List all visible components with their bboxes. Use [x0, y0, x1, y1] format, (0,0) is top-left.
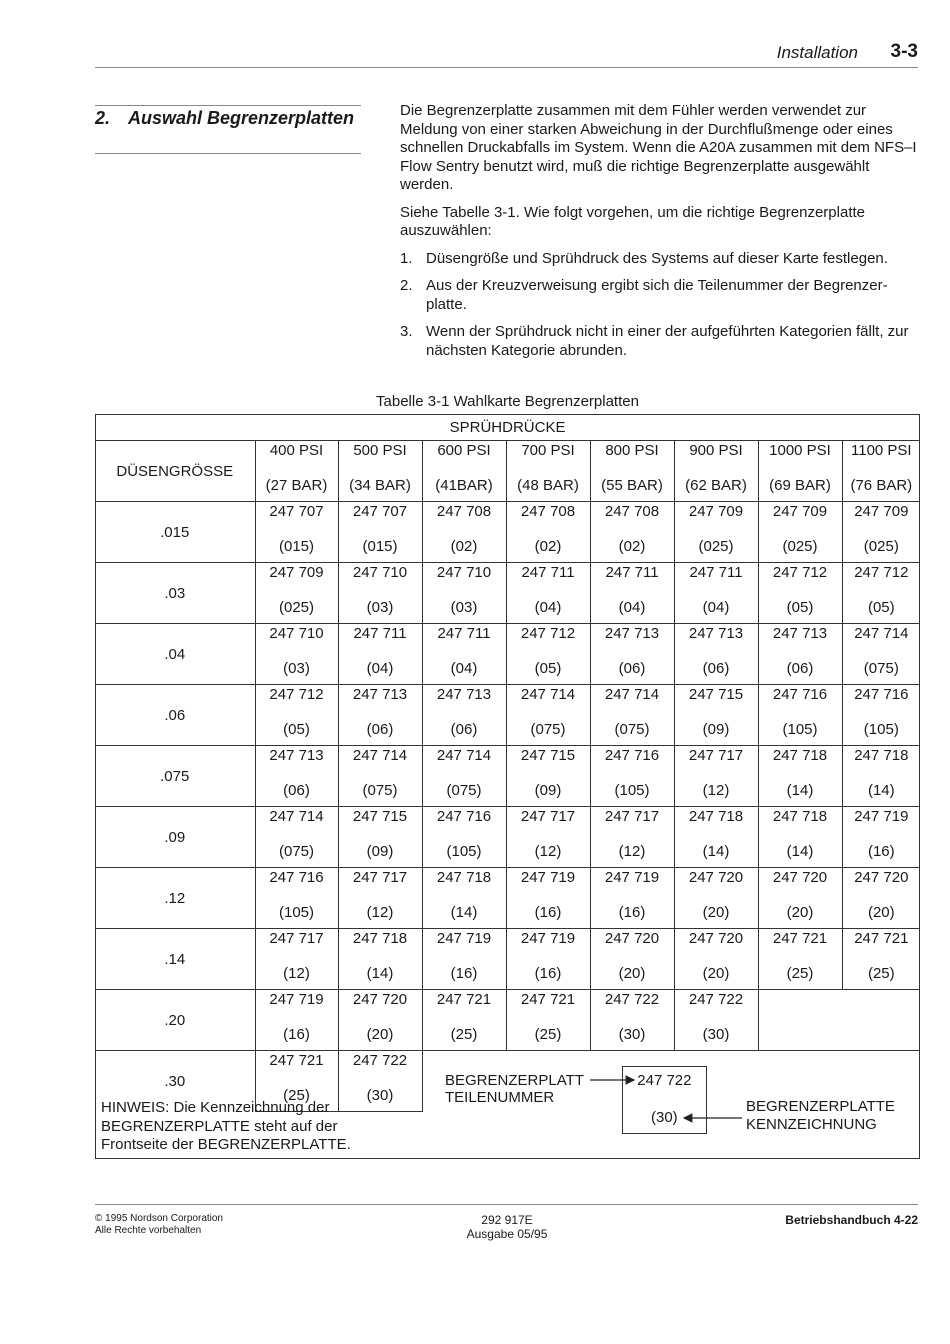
plate-cell: [506, 868, 590, 929]
plate-marking: (075): [530, 721, 566, 738]
nozzle-size-cell: .03: [95, 563, 255, 624]
selection-table: [95, 414, 920, 1112]
plate-part-number: 247 717: [352, 869, 408, 886]
plate-cell: [506, 502, 590, 563]
plate-part-number: 247 711: [437, 625, 491, 642]
plate-cell: [422, 807, 506, 868]
plate-cell: [842, 929, 920, 990]
plate-marking: (20): [702, 904, 730, 921]
legend-part-label-1: BEGRENZERPLATT: [445, 1072, 584, 1089]
plate-cell: [255, 990, 338, 1051]
plate-marking: (16): [618, 904, 646, 921]
plate-marking: (04): [534, 599, 562, 616]
table-note: HINWEIS: Die Kennzeichnung der BEGRENZERPLATTE steht auf der Frontseite der BEGRENZERPLATTE.: [101, 1099, 351, 1153]
table-row: [95, 807, 920, 868]
plate-marking: (12): [702, 782, 730, 799]
plate-cell: [842, 685, 920, 746]
plate-cell: [255, 868, 338, 929]
plate-cell: [674, 624, 758, 685]
plate-part-number: 247 720: [772, 869, 828, 886]
section-title: Auswahl Begrenzerplatten: [128, 108, 355, 128]
plate-marking: (30): [366, 1087, 394, 1104]
plate-part-number: 247 709: [269, 564, 324, 581]
column-psi: 900 PSI: [689, 442, 743, 459]
column-bar: (34 BAR): [349, 477, 411, 494]
plate-part-number: 247 707: [352, 503, 408, 520]
plate-cell: [422, 685, 506, 746]
plate-cell: [506, 746, 590, 807]
plate-cell: [255, 685, 338, 746]
plate-marking: (16): [534, 904, 562, 921]
plate-marking: (075): [863, 660, 899, 677]
column-bar: (48 BAR): [517, 477, 579, 494]
column-bar: (41BAR): [435, 477, 493, 494]
plate-part-number: 247 709: [688, 503, 744, 520]
plate-part-number: 247 719: [604, 869, 660, 886]
plate-cell: [422, 929, 506, 990]
plate-marking: (20): [786, 904, 814, 921]
plate-marking: (25): [534, 1026, 562, 1043]
step-number: 1.: [400, 249, 413, 267]
body-paragraph-1: Die Begrenzerplatte zusammen mit dem Fühler werden verwendet zur Meldung von einer starken Abweichung in der Durchflußmenge oder eines schnellen Druckabfalls im System. Wenn die A20A zusammen mit dem NFS–I Flow Sentry benutzt wird, muß die richtige Begrenzerplatte ausgewählt werden.: [400, 102, 917, 193]
plate-cell: [842, 868, 920, 929]
plate-cell: [674, 807, 758, 868]
body-text: [400, 102, 920, 369]
plate-marking: (105): [782, 721, 818, 738]
header-divider: [95, 67, 918, 68]
section-number: 2.: [95, 108, 111, 128]
column-header: [758, 441, 842, 502]
plate-cell: [422, 868, 506, 929]
nozzle-size-cell: .30: [95, 1051, 255, 1112]
column-bar: (55 BAR): [601, 477, 663, 494]
plate-part-number: 247 713: [604, 625, 660, 642]
step-item: [400, 250, 920, 269]
column-bar: (76 BAR): [850, 477, 913, 494]
plate-cell: [842, 746, 920, 807]
plate-cell: [506, 563, 590, 624]
footer-divider: [95, 1204, 918, 1205]
plate-marking: (075): [362, 782, 398, 799]
plate-marking: (075): [278, 843, 315, 860]
plate-part-number: 247 713: [269, 747, 324, 764]
plate-marking: (14): [867, 782, 895, 799]
footer-edition: Ausgabe 05/95: [466, 1227, 548, 1241]
plate-cell: [422, 746, 506, 807]
plate-cell: [842, 563, 920, 624]
plate-part-number: 247 719: [854, 808, 909, 825]
column-header: [590, 441, 674, 502]
step-text: Wenn der Sprühdruck nicht in einer der aufgeführten Kategorien fällt, zur nächsten Kategorie abrunden.: [426, 323, 909, 359]
footer-copyright: [95, 1213, 223, 1237]
plate-part-number: 247 718: [772, 808, 828, 825]
plate-marking: (06): [702, 660, 730, 677]
plate-cell: [842, 807, 920, 868]
plate-marking: (25): [786, 965, 814, 982]
plate-cell: [338, 807, 422, 868]
plate-marking: (025): [278, 599, 315, 616]
plate-part-number: 247 722: [352, 1052, 408, 1069]
plate-part-number: 247 718: [436, 869, 492, 886]
plate-marking: (20): [366, 1026, 394, 1043]
plate-cell: [842, 502, 920, 563]
table-caption: Tabelle 3-1 Wahlkarte Begrenzerplatten: [376, 393, 639, 410]
plate-cell: [758, 624, 842, 685]
plate-marking: (02): [534, 538, 562, 555]
plate-cell: [590, 502, 674, 563]
plate-part-number: 247 721: [436, 991, 492, 1008]
plate-marking: (12): [534, 843, 562, 860]
table-row: [95, 563, 920, 624]
plate-marking: (14): [786, 782, 814, 799]
plate-marking: (05): [534, 660, 562, 677]
plate-cell: [338, 685, 422, 746]
plate-marking: (06): [786, 660, 814, 677]
table-row: [95, 868, 920, 929]
empty-cell: [758, 990, 920, 1051]
plate-part-number: 247 708: [604, 503, 660, 520]
plate-part-number: 247 716: [854, 686, 909, 703]
plate-part-number: 247 711: [521, 564, 575, 581]
plate-part-number: 247 718: [688, 808, 744, 825]
plate-marking: (075): [614, 721, 650, 738]
plate-cell: [674, 990, 758, 1051]
plate-part-number: 247 716: [436, 808, 492, 825]
nozzle-size-cell: .04: [95, 624, 255, 685]
plate-cell: [338, 563, 422, 624]
footer-rights-line: Alle Rechte vorbehalten: [95, 1225, 202, 1236]
plate-marking: (16): [534, 965, 562, 982]
plate-cell: [590, 563, 674, 624]
plate-part-number: 247 708: [436, 503, 492, 520]
column-header: [674, 441, 758, 502]
column-header: [506, 441, 590, 502]
header-page-number: 3-3: [890, 41, 918, 62]
step-item: [400, 323, 920, 360]
nozzle-size-cell: .14: [95, 929, 255, 990]
column-psi: 1000 PSI: [769, 442, 831, 459]
plate-cell: [758, 929, 842, 990]
plate-cell: [590, 929, 674, 990]
plate-cell: [255, 563, 338, 624]
plate-marking: (04): [618, 599, 646, 616]
plate-part-number: 247 707: [269, 503, 324, 520]
plate-part-number: 247 717: [269, 930, 324, 947]
nozzle-size-cell: .09: [95, 807, 255, 868]
plate-part-number: 247 719: [520, 869, 576, 886]
body-paragraph-2: Siehe Tabelle 3-1. Wie folgt vorgehen, um die richtige Begrenzerplatte auszuwählen:: [400, 203, 865, 239]
plate-marking: (14): [786, 843, 814, 860]
plate-cell: [422, 990, 506, 1051]
plate-part-number: 247 721: [772, 930, 828, 947]
plate-part-number: 247 710: [269, 625, 324, 642]
column-psi: 600 PSI: [437, 442, 491, 459]
nozzle-size-cell: .20: [95, 990, 255, 1051]
nozzle-size-cell: .12: [95, 868, 255, 929]
plate-marking: (02): [450, 538, 478, 555]
plate-cell: [758, 502, 842, 563]
legend-mark-value: (30): [651, 1109, 678, 1126]
plate-cell: [255, 746, 338, 807]
plate-marking: (075): [446, 782, 482, 799]
plate-cell: [506, 624, 590, 685]
plate-marking: (03): [366, 599, 394, 616]
plate-cell: [758, 868, 842, 929]
plate-marking: (04): [450, 660, 478, 677]
plate-marking: (025): [698, 538, 734, 555]
legend-part-value: [636, 1072, 692, 1089]
plate-part-number: 247 721: [520, 991, 576, 1008]
plate-part-number: 247 718: [854, 747, 909, 764]
plate-cell: [338, 990, 422, 1051]
plate-marking: (25): [867, 965, 895, 982]
column-header: [422, 441, 506, 502]
plate-marking: (30): [702, 1026, 730, 1043]
plate-part-number: 247 715: [688, 686, 744, 703]
plate-part-number: 247 721: [854, 930, 909, 947]
plate-part-number: 247 717: [604, 808, 660, 825]
plate-marking: (05): [283, 721, 310, 738]
plate-part-number: 247 719: [436, 930, 492, 947]
plate-cell: [674, 502, 758, 563]
plate-marking: (14): [366, 965, 394, 982]
plate-cell: [674, 929, 758, 990]
legend-mark-label-1: BEGRENZERPLATTE: [746, 1098, 895, 1115]
nozzle-size-cell: .06: [95, 685, 255, 746]
plate-part-number: 247 721: [269, 1052, 324, 1069]
plate-marking: (09): [366, 843, 394, 860]
plate-part-number: 247 718: [352, 930, 408, 947]
legend-mark-label-2: KENNZEICHNUNG: [746, 1116, 877, 1133]
plate-part-number: 247 710: [352, 564, 408, 581]
plate-part-number: 247 714: [269, 808, 324, 825]
plate-marking: (20): [867, 904, 895, 921]
plate-part-number: 247 722: [604, 991, 660, 1008]
plate-marking: (105): [446, 843, 482, 860]
plate-part-number: 247 720: [688, 930, 744, 947]
plate-cell: [590, 868, 674, 929]
plate-marking: (03): [283, 660, 310, 677]
plate-part-number: 247 711: [605, 564, 659, 581]
plate-part-number: 247 713: [436, 686, 492, 703]
step-text: Düsengröße und Sprühdruck des Systems auf dieser Karte festlegen.: [426, 249, 888, 267]
plate-part-number: 247 712: [772, 564, 828, 581]
plate-cell: [674, 746, 758, 807]
plate-part-number: 247 709: [854, 503, 909, 520]
plate-marking: (20): [618, 965, 646, 982]
footer-copyright-line: © 1995 Nordson Corporation: [95, 1213, 223, 1224]
plate-marking: (105): [278, 904, 315, 921]
step-number: 2.: [400, 277, 413, 294]
table-row: [95, 929, 920, 990]
plate-part-number: 247 715: [352, 808, 408, 825]
plate-marking: (20): [702, 965, 730, 982]
section-heading: [95, 105, 361, 154]
plate-part-number: 247 709: [772, 503, 828, 520]
plate-cell: [590, 807, 674, 868]
plate-part-number: 247 714: [520, 686, 576, 703]
plate-part-number: 247 713: [688, 625, 744, 642]
step-number: 3.: [400, 323, 413, 340]
column-psi: 800 PSI: [605, 442, 659, 459]
column-header: [255, 441, 338, 502]
plate-cell: [758, 807, 842, 868]
plate-part-number: 247 717: [688, 747, 744, 764]
table-row: [95, 624, 920, 685]
plate-marking: (105): [863, 721, 899, 738]
column-bar: (27 BAR): [265, 477, 328, 494]
plate-part-number: 247 719: [520, 930, 576, 947]
plate-marking: (05): [786, 599, 814, 616]
plate-cell: [255, 929, 338, 990]
nozzle-size-cell: .015: [95, 502, 255, 563]
plate-part-number: 247 719: [269, 991, 324, 1008]
plate-cell: [422, 563, 506, 624]
plate-marking: (02): [618, 538, 646, 555]
legend-part-number-label: [445, 1072, 584, 1106]
plate-cell: [842, 624, 920, 685]
plate-marking: (03): [450, 599, 478, 616]
footer-doc-info: [407, 1213, 607, 1241]
plate-cell: [255, 807, 338, 868]
plate-cell: [758, 685, 842, 746]
plate-cell: [422, 624, 506, 685]
table-row: [95, 746, 920, 807]
plate-part-number: 247 720: [688, 869, 744, 886]
plate-marking: (015): [278, 538, 315, 555]
plate-marking: (12): [366, 904, 394, 921]
plate-part-number: 247 716: [269, 869, 324, 886]
plate-part-number: 247 712: [520, 625, 576, 642]
plate-part-number: 247 712: [854, 564, 909, 581]
plate-cell: [338, 746, 422, 807]
column-header: [842, 441, 920, 502]
plate-cell: [506, 807, 590, 868]
plate-cell: [338, 868, 422, 929]
plate-part-number: 247 714: [604, 686, 660, 703]
plate-marking: (06): [618, 660, 646, 677]
column-psi: 1100 PSI: [851, 442, 912, 459]
step-item: [400, 277, 920, 314]
column-psi: 400 PSI: [269, 442, 324, 459]
plate-marking: (16): [283, 1026, 310, 1043]
plate-marking: (06): [366, 721, 394, 738]
group-header-spray-pressure: SPRÜHDRÜCKE: [95, 414, 920, 441]
plate-cell: [506, 929, 590, 990]
plate-marking: (09): [702, 721, 730, 738]
header-section-title: Installation: [776, 43, 858, 62]
plate-marking: (025): [782, 538, 818, 555]
plate-part-number: 247 716: [772, 686, 828, 703]
plate-part-number: 247 713: [352, 686, 408, 703]
footer-manual: Betriebshandbuch 4-22: [785, 1213, 918, 1227]
plate-cell: [590, 746, 674, 807]
legend-mark-label: [746, 1098, 895, 1134]
plate-part-number: 247 710: [436, 564, 492, 581]
nozzle-size-cell: .075: [95, 746, 255, 807]
column-psi: 700 PSI: [521, 442, 575, 459]
plate-cell: [590, 685, 674, 746]
plate-marking: (12): [283, 965, 310, 982]
plate-marking: (14): [702, 843, 730, 860]
column-header: [338, 441, 422, 502]
plate-part-number: 247 716: [604, 747, 660, 764]
plate-marking: (05): [867, 599, 895, 616]
plate-cell: [255, 502, 338, 563]
plate-part-number: 247 714: [854, 625, 909, 642]
plate-cell: [674, 868, 758, 929]
plate-part-number: 247 718: [772, 747, 828, 764]
plate-marking: (06): [450, 721, 478, 738]
footer-doc-number: 292 917E: [481, 1213, 533, 1227]
plate-cell: [674, 685, 758, 746]
plate-marking: (09): [534, 782, 562, 799]
plate-part-number: 247 714: [352, 747, 408, 764]
plate-marking: (025): [863, 538, 899, 555]
legend-part-label-2: TEILENUMMER: [445, 1089, 555, 1106]
table-row: [95, 685, 920, 746]
plate-cell: [338, 624, 422, 685]
plate-part-number: 247 713: [772, 625, 828, 642]
plate-cell: [674, 563, 758, 624]
plate-cell: [590, 990, 674, 1051]
plate-part-number: 247 715: [520, 747, 576, 764]
legend-part-value-text: 247 722: [637, 1072, 692, 1089]
step-list: [400, 250, 920, 361]
plate-part-number: 247 720: [604, 930, 660, 947]
table-row: [95, 990, 920, 1051]
plate-part-number: 247 711: [353, 625, 407, 642]
plate-part-number: 247 708: [520, 503, 576, 520]
plate-part-number: 247 714: [436, 747, 492, 764]
plate-marking: (25): [283, 1087, 310, 1104]
plate-marking: (015): [362, 538, 398, 555]
step-text: Aus der Kreuzverweisung ergibt sich die Teilenummer der Begrenzer-platte.: [426, 277, 888, 313]
plate-cell: [758, 563, 842, 624]
plate-marking: (30): [618, 1026, 646, 1043]
plate-part-number: 247 712: [269, 686, 324, 703]
plate-part-number: 247 722: [688, 991, 744, 1008]
plate-cell: [422, 502, 506, 563]
plate-marking: (16): [450, 965, 478, 982]
plate-part-number: 247 717: [520, 808, 576, 825]
plate-marking: (14): [450, 904, 478, 921]
column-bar: (69 BAR): [769, 477, 831, 494]
plate-cell: [338, 502, 422, 563]
plate-cell: [255, 624, 338, 685]
plate-marking: (105): [614, 782, 650, 799]
column-bar: (62 BAR): [685, 477, 747, 494]
plate-cell: [506, 685, 590, 746]
plate-marking: (06): [283, 782, 310, 799]
column-psi: 500 PSI: [353, 442, 407, 459]
plate-part-number: 247 720: [854, 869, 909, 886]
plate-cell: [758, 746, 842, 807]
plate-cell: [506, 990, 590, 1051]
row-header-nozzle-size: DÜSENGRÖSSE: [95, 441, 255, 502]
plate-marking: (25): [450, 1026, 478, 1043]
plate-marking: (04): [702, 599, 730, 616]
plate-cell: [338, 929, 422, 990]
plate-marking: (04): [366, 660, 394, 677]
table-row: [95, 502, 920, 563]
plate-part-number: 247 720: [352, 991, 408, 1008]
plate-marking: (12): [618, 843, 646, 860]
plate-part-number: 247 711: [689, 564, 743, 581]
plate-cell: [590, 624, 674, 685]
plate-marking: (16): [867, 843, 895, 860]
